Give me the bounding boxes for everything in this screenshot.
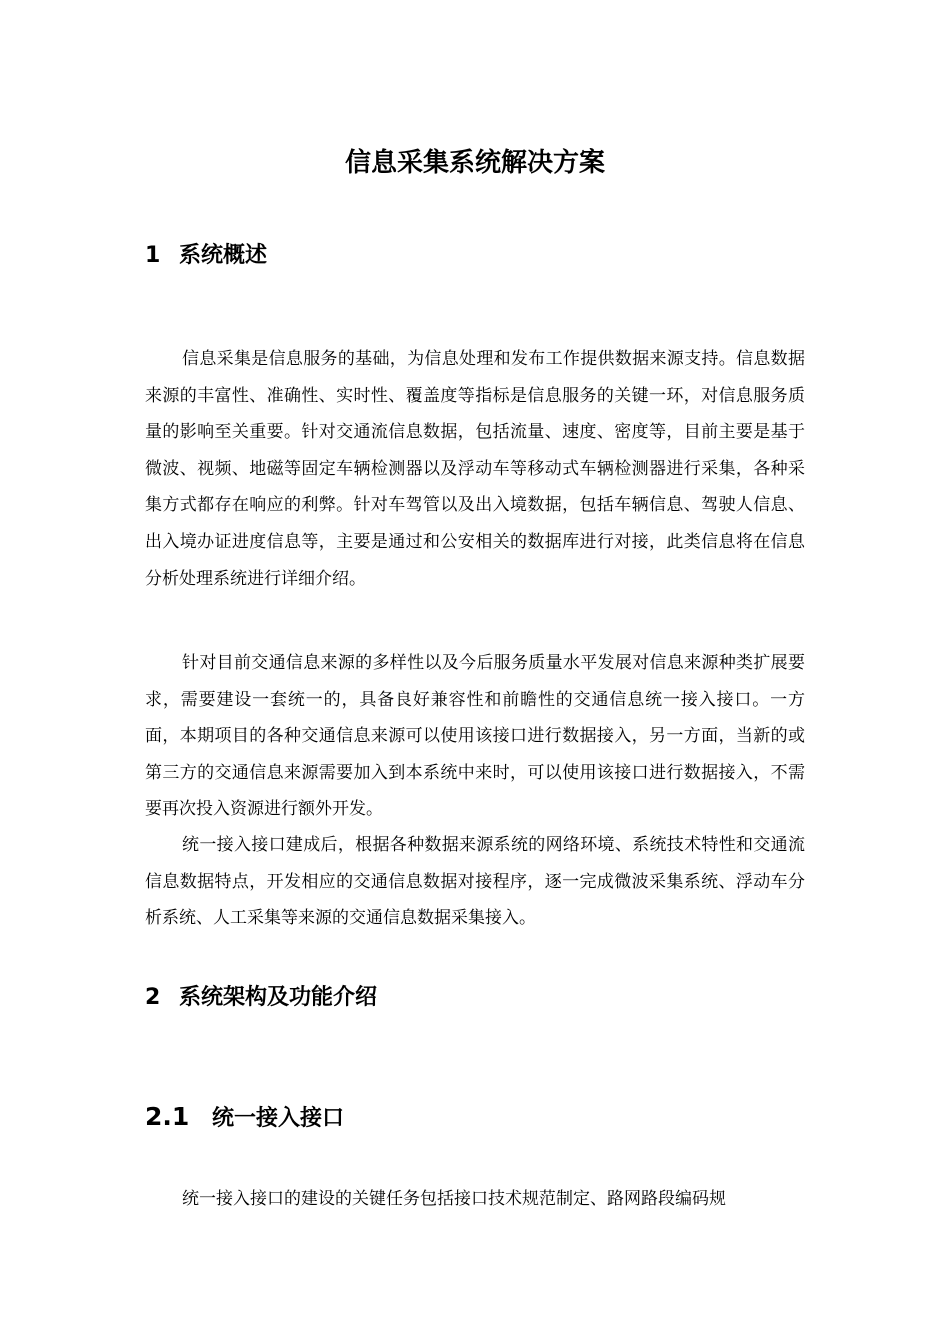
section-1-heading (145, 239, 267, 273)
section-2-1-number: 2.1 (145, 1102, 190, 1131)
section-2-1-title: 统一接入接口 (212, 1106, 345, 1131)
section-2-heading (145, 981, 377, 1015)
section-1-number: 1 (145, 243, 161, 268)
section-1-paragraph-3: 统一接入接口建成后，根据各种数据来源系统的网络环境、系统技术特性和交通流信息数据特点，开发相应的交通信息数据对接程序，逐一完成微波采集系统、浮动车分析系统、人工采集等来源的交通信息数据采集接入。 (145, 835, 805, 929)
section-1-title: 系统概述 (179, 243, 268, 268)
section-2-title: 系统架构及功能介绍 (179, 985, 378, 1010)
section-2-1-heading (145, 1100, 344, 1136)
section-1-paragraph-2: 针对目前交通信息来源的多样性以及今后服务质量水平发展对信息来源种类扩展要求，需要建设一套统一的，具备良好兼容性和前瞻性的交通信息统一接入接口。一方面，本期项目的各种交通信息来源可以使用该接口进行数据接入，另一方面，当新的或第三方的交通信息来源需要加入到本系统中来时，可以使用该接口进行数据接入，不需要再次投入资源进行额外开发。 (145, 653, 805, 820)
section-2-number: 2 (145, 985, 161, 1010)
section-2-1-paragraph-1: 统一接入接口的建设的关键任务包括接口技术规范制定、路网路段编码规 (182, 1189, 726, 1209)
document-title: 信息采集系统解决方案 (344, 148, 605, 178)
section-1-paragraph-1: 信息采集是信息服务的基础，为信息处理和发布工作提供数据来源支持。信息数据来源的丰富性、准确性、实时性、覆盖度等指标是信息服务的关键一环，对信息服务质量的影响至关重要。针对交通流信息数据，包括流量、速度、密度等，目前主要是基于微波、视频、地磁等固定车辆检测器以及浮动车等移动式车辆检测器进行采集，各种采集方式都存在响应的利弊。针对车驾管以及出入境数据，包括车辆信息、驾驶人信息、出入境办证进度信息等，主要是通过和公安相关的数据库进行对接，此类信息将在信息分析处理系统进行详细介绍。 (145, 349, 805, 589)
